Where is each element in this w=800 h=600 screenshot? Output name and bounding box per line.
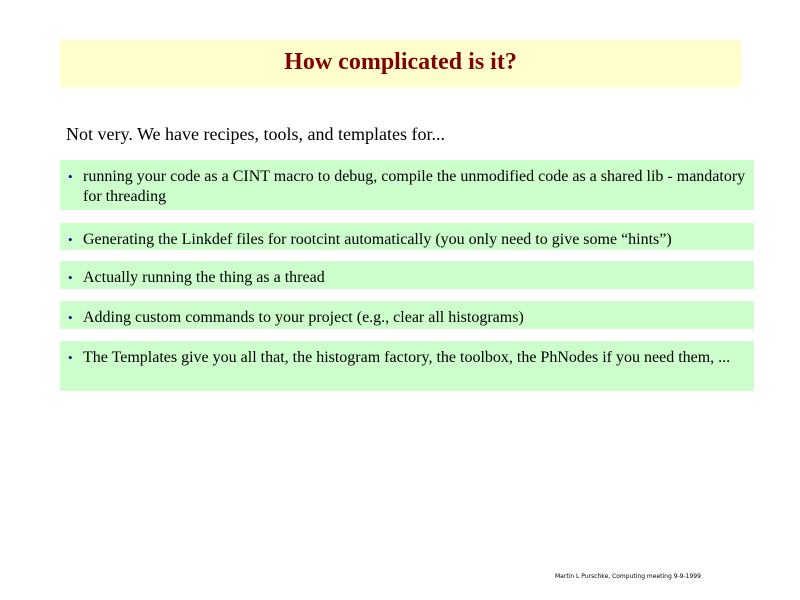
bullet-marker: • xyxy=(68,350,73,365)
bullet-marker: • xyxy=(68,169,73,184)
slide-title: How complicated is it? xyxy=(284,49,517,75)
bullet-text: running your code as a CINT macro to debug, compile the unmodified code as a shared lib - mandatory for threading xyxy=(83,168,746,205)
bullet-item xyxy=(60,160,754,210)
bullet-marker: • xyxy=(68,232,73,247)
bullet-text: Generating the Linkdef files for rootcint automatically (you only need to give some “hints”) xyxy=(83,231,672,248)
bullet-item xyxy=(60,301,754,329)
bullet-marker: • xyxy=(68,310,73,325)
footer-credit: Martin L Purschke, Computing meeting 9-9-1999 xyxy=(555,573,701,580)
slide-title-box xyxy=(60,40,741,87)
bullet-text: Adding custom commands to your project (e.g., clear all histograms) xyxy=(83,309,524,326)
bullet-item xyxy=(60,341,754,391)
bullet-text: Actually running the thing as a thread xyxy=(83,269,325,286)
intro-text: Not very. We have recipes, tools, and templates for... xyxy=(66,124,445,144)
bullet-text: The Templates give you all that, the histogram factory, the toolbox, the PhNodes if you need them, ... xyxy=(83,349,731,366)
bullet-item xyxy=(60,261,754,289)
bullet-item xyxy=(60,223,754,250)
bullet-marker: • xyxy=(68,270,73,285)
